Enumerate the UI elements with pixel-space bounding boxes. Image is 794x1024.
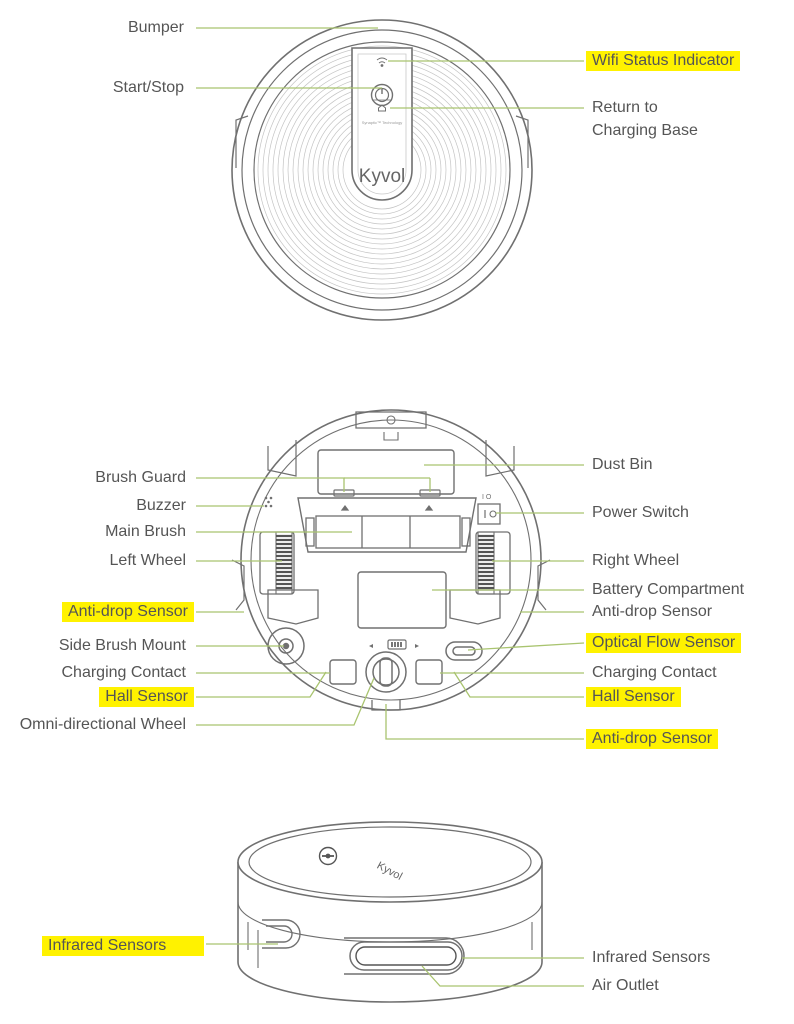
label-omni-directional-wheel: Omni-directional Wheel	[19, 716, 186, 733]
label-dust-bin: Dust Bin	[592, 456, 653, 473]
label-buzzer: Buzzer	[136, 497, 186, 514]
label-right-wheel: Right Wheel	[592, 552, 680, 569]
top-logo: Kyvol	[358, 166, 406, 187]
label-hall-sensor-right: Hall Sensor	[586, 687, 681, 707]
optical-flow-sensor	[446, 642, 482, 660]
label-return-line2: Charging Base	[592, 122, 698, 139]
label-infrared-sensors-right: Infrared Sensors	[592, 949, 711, 966]
label-infrared-sensors-left: Infrared Sensors	[42, 936, 204, 956]
label-anti-drop-sensor-right: Anti-drop Sensor	[592, 603, 713, 620]
power-switch-marks: I O	[482, 494, 492, 501]
tech-text: Synaptic™ Technology	[361, 120, 403, 125]
label-power-switch: Power Switch	[592, 504, 689, 521]
label-optical-flow-sensor: Optical Flow Sensor	[586, 633, 741, 653]
bottom-leaders	[196, 465, 584, 739]
label-left-wheel: Left Wheel	[109, 552, 186, 569]
label-charging-contact-right: Charging Contact	[592, 664, 717, 681]
side-power-button	[320, 848, 337, 865]
label-anti-drop-sensor-left: Anti-drop Sensor	[62, 602, 194, 622]
label-battery-compartment: Battery Compartment	[592, 581, 745, 598]
side-front-sensor-window	[344, 938, 464, 974]
buzzer-dots	[265, 497, 273, 508]
label-return-line1: Return to	[592, 99, 658, 116]
label-charging-contact-left: Charging Contact	[61, 664, 186, 681]
label-side-brush-mount: Side Brush Mount	[58, 637, 186, 654]
label-start-stop: Start/Stop	[112, 79, 184, 96]
battery-indicator	[369, 640, 419, 649]
brush-guard	[334, 490, 440, 510]
charging-contacts	[330, 660, 442, 684]
label-anti-drop-sensor-bottom: Anti-drop Sensor	[586, 729, 718, 749]
right-wheel	[476, 532, 510, 594]
label-hall-sensor-left: Hall Sensor	[99, 687, 194, 707]
side-logo: Kyvol	[374, 859, 405, 883]
cliff-pads	[268, 590, 500, 624]
label-wifi-status-indicator: Wifi Status Indicator	[586, 51, 740, 71]
label-main-brush: Main Brush	[105, 523, 186, 540]
label-bumper: Bumper	[127, 19, 184, 36]
omni-wheel	[366, 652, 406, 692]
label-brush-guard: Brush Guard	[95, 469, 186, 486]
left-wheel	[260, 532, 294, 594]
label-air-outlet: Air Outlet	[592, 977, 659, 994]
side-view-robot	[238, 822, 542, 1002]
power-switch	[478, 494, 500, 524]
battery-compartment	[358, 572, 446, 628]
